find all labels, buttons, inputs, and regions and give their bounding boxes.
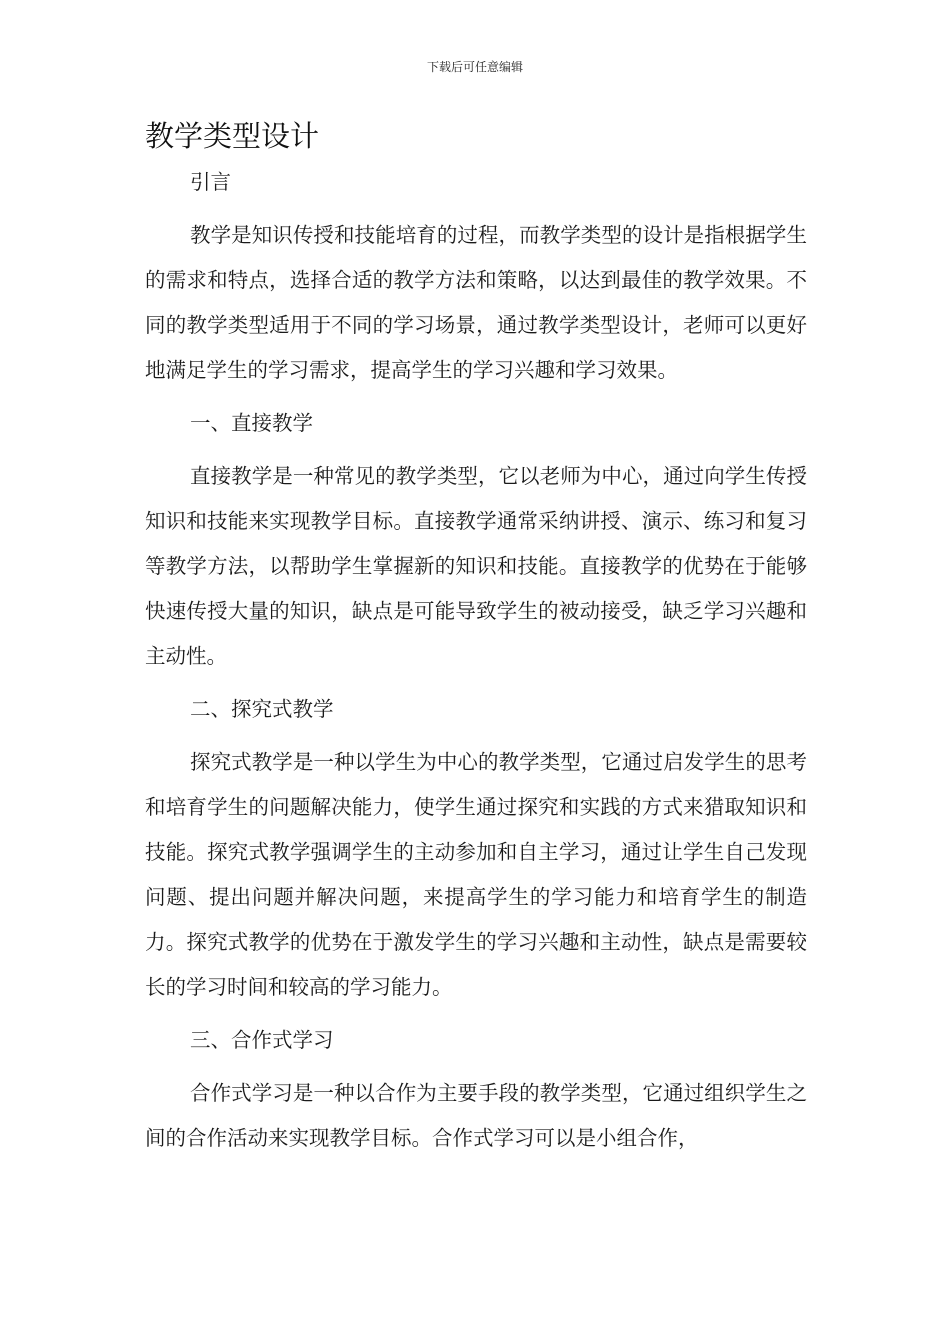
intro-heading: 引言: [190, 170, 231, 194]
document-body: [145, 160, 807, 1161]
inquiry-teaching-heading: 二、探究式教学: [190, 697, 334, 721]
direct-teaching-paragraph: 直接教学是一种常见的教学类型，它以老师为中心，通过向学生传授知识和技能来实现教学目标。直接教学通常采纳讲授、演示、练习和复习等教学方法，以帮助学生掌握新的知识和技能。直接教学的优势在于能够快速传授大量的知识，缺点是可能导致学生的被动接受，缺乏学习兴趣和主动性。: [145, 464, 807, 668]
inquiry-teaching-paragraph: 探究式教学是一种以学生为中心的教学类型，它通过启发学生的思考和培育学生的问题解决能力，使学生通过探究和实践的方式来猎取知识和技能。探究式教学强调学生的主动参加和自主学习，通过让学生自己发现问题、提出问题并解决问题，来提高学生的学习能力和培育学生的制造力。探究式教学的优势在于激发学生的学习兴趣和主动性，缺点是需要较长的学习时间和较高的学习能力。: [145, 750, 807, 999]
document-title: 教学类型设计: [145, 119, 320, 153]
intro-paragraph: 教学是知识传授和技能培育的过程，而教学类型的设计是指根据学生的需求和特点，选择合适的教学方法和策略，以达到最佳的教学效果。不同的教学类型适用于不同的学习场景，通过教学类型设计，老师可以更好地满足学生的学习需求，提高学生的学习兴趣和学习效果。: [145, 223, 807, 382]
cooperative-learning-heading: 三、合作式学习: [190, 1028, 334, 1052]
cooperative-learning-paragraph: 合作式学习是一种以合作为主要手段的教学类型，它通过组织学生之间的合作活动来实现教学目标。合作式学习可以是小组合作，: [145, 1081, 807, 1150]
header-note: 下载后可任意编辑: [426, 60, 523, 74]
direct-teaching-heading: 一、直接教学: [190, 411, 313, 435]
